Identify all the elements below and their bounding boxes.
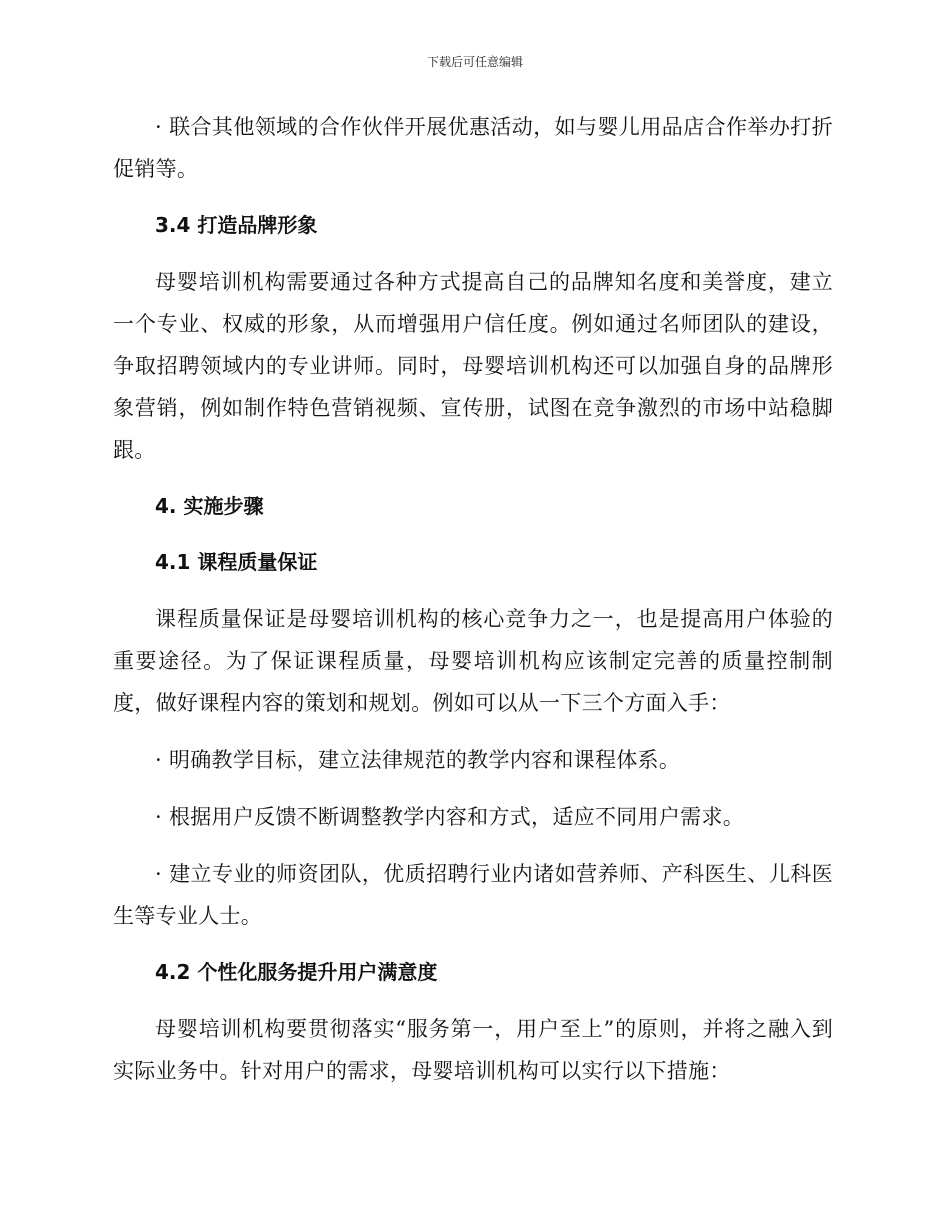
- paragraph-promotion: · 联合其他领域的合作伙伴开展优惠活动，如与婴儿用品店合作举办打折促销等。: [113, 115, 833, 181]
- heading-3-4: 3.4 打造品牌形象: [155, 213, 318, 237]
- document-body: [113, 106, 833, 1092]
- paragraph-brand-image: 母婴培训机构需要通过各种方式提高自己的品牌知名度和美誉度，建立一个专业、权威的形象，从而增强用户信任度。例如通过名师团队的建设，争取招聘领域内的专业讲师。同时，母婴培训机构还可以加强自身的品牌形象营销，例如制作特色营销视频、宣传册，试图在竞争激烈的市场中站稳脚跟。: [113, 270, 833, 462]
- list-item-teacher-team: · 建立专业的师资团队，优质招聘行业内诸如营养师、产科医生、儿科医生等专业人士。: [113, 862, 833, 928]
- list-item-user-feedback: · 根据用户反馈不断调整教学内容和方式，适应不同用户需求。: [155, 805, 745, 829]
- heading-4-2: 4.2 个性化服务提升用户满意度: [155, 960, 438, 984]
- paragraph-personalized-service: 母婴培训机构要贯彻落实“服务第一，用户至上”的原则，并将之融入到实际业务中。针对用户的需求，母婴培训机构可以实行以下措施：: [113, 1017, 833, 1083]
- page-header: 下载后可任意编辑: [426, 55, 523, 69]
- list-item-teaching-goals: · 明确教学目标，建立法律规范的教学内容和课程体系。: [155, 748, 681, 772]
- heading-4: 4. 实施步骤: [155, 494, 264, 518]
- heading-4-1: 4.1 课程质量保证: [155, 550, 318, 574]
- paragraph-course-quality: 课程质量保证是母婴培训机构的核心竞争力之一，也是提高用户体验的重要途径。为了保证课程质量，母婴培训机构应该制定完善的质量控制制度，做好课程内容的策划和规划。例如可以从一下三个方面入手：: [113, 607, 833, 715]
